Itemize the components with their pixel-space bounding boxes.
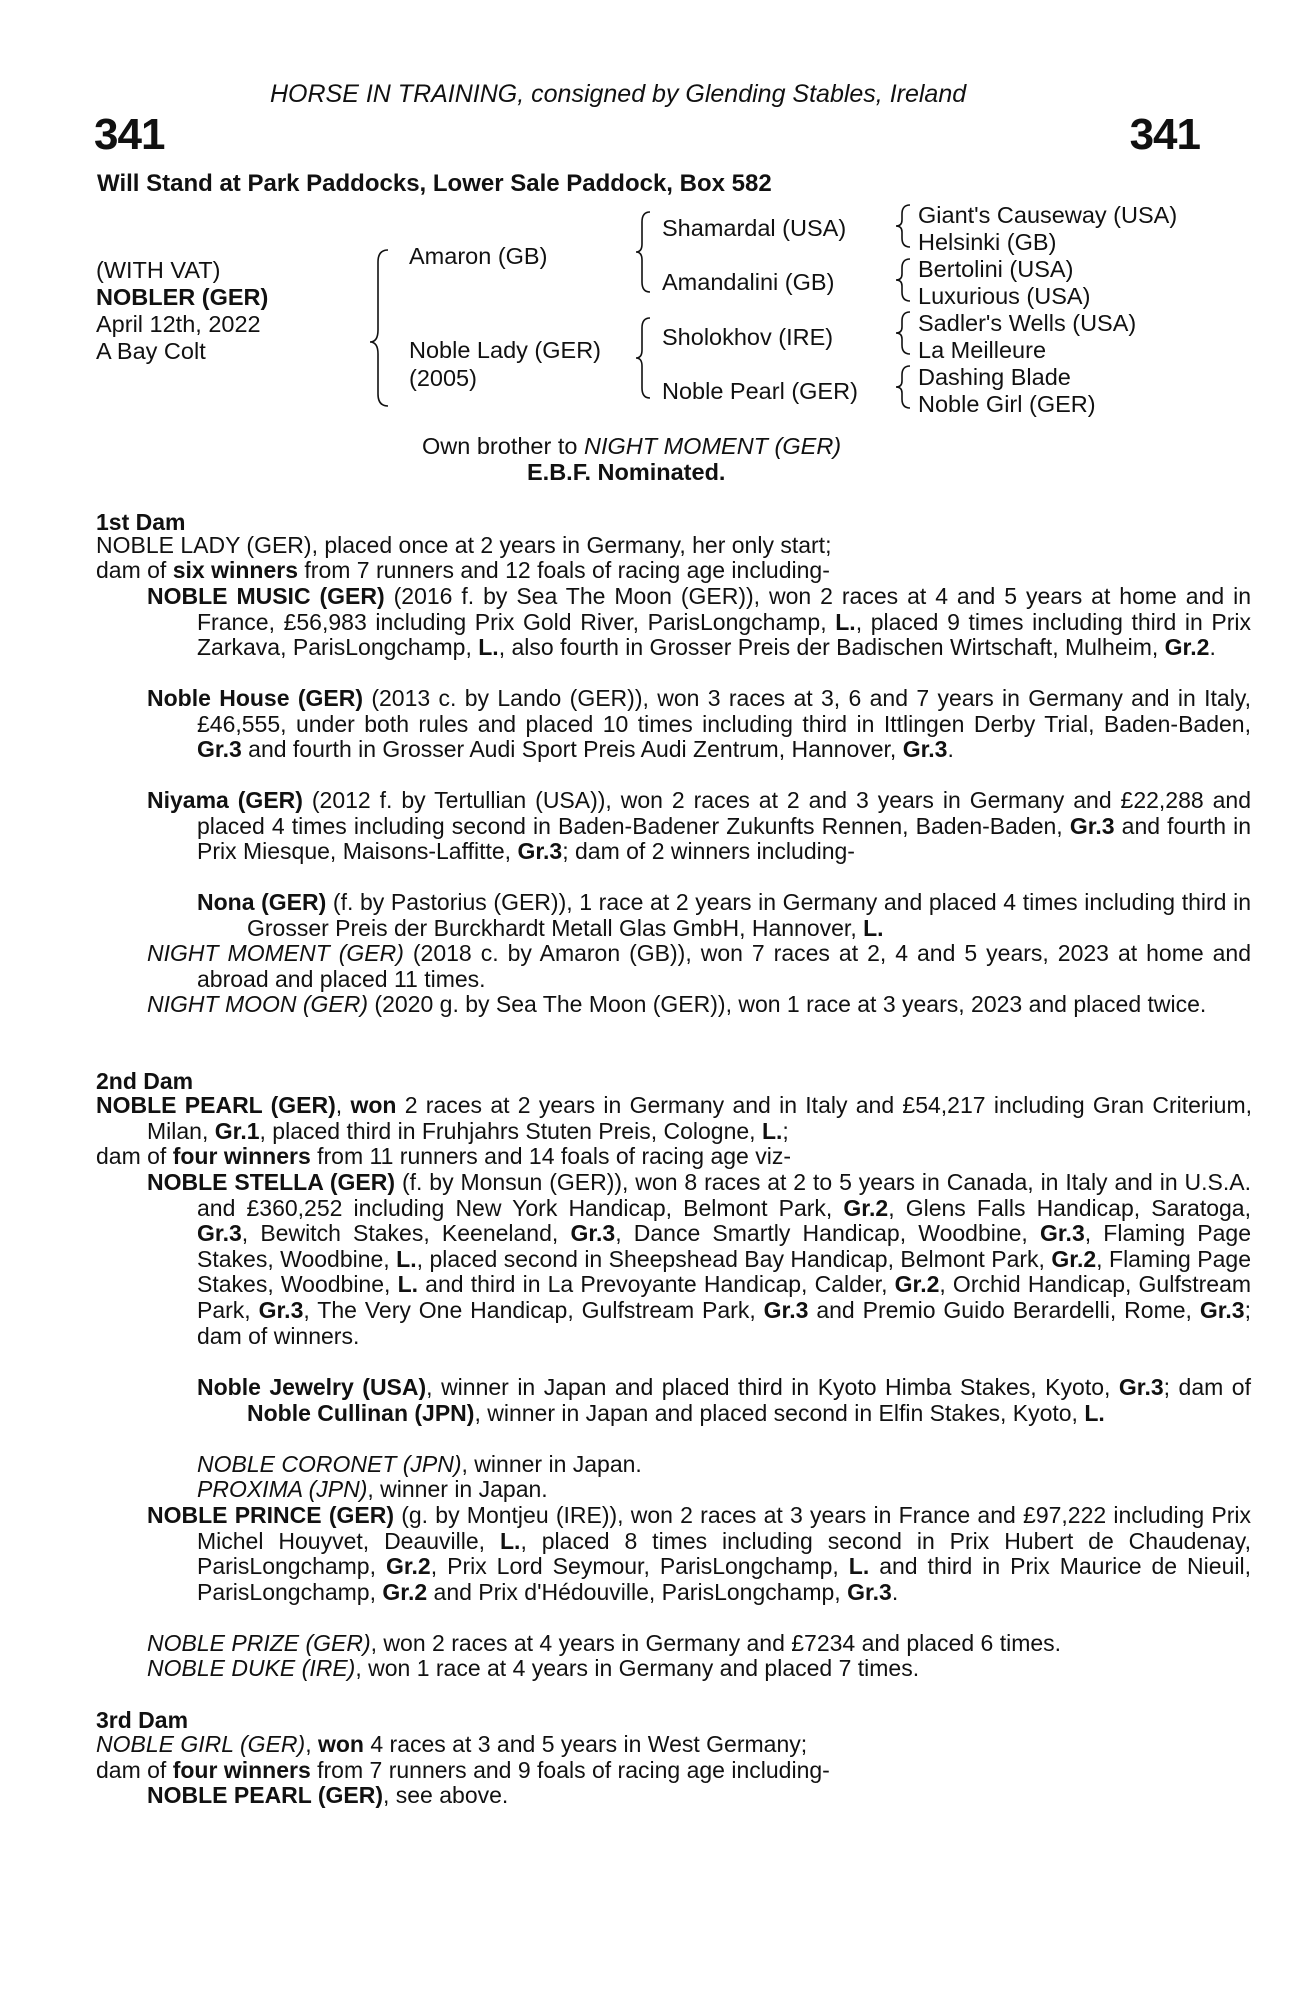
vat-note: (WITH VAT) <box>96 257 221 283</box>
horse-dob: April 12th, 2022 <box>96 311 261 337</box>
ebf-nominated: E.B.F. Nominated. <box>527 459 726 485</box>
pedigree-dam-sire: Sholokhov (IRE) <box>662 324 834 350</box>
entry-noble-coronet: NOBLE CORONET (JPN), winner in Japan. <box>197 1451 642 1477</box>
third-dam-intro: NOBLE GIRL (GER), won 4 races at 3 and 5 years in West Germany; <box>96 1731 808 1757</box>
entry-noble-duke: NOBLE DUKE (IRE), won 1 race at 4 years in Germany and placed 7 times. <box>147 1655 920 1681</box>
third-dam-produce: dam of four winners from 7 runners and 9 foals of racing age including- <box>96 1757 830 1783</box>
entry-night-moon: NIGHT MOON (GER) (2020 g. by Sea The Moon (GER)), won 1 race at 3 years, 2023 and placed twice. <box>147 991 1207 1017</box>
stand-location: Will Stand at Park Paddocks, Lower Sale Paddock, Box 582 <box>97 170 772 197</box>
second-dam-produce: dam of four winners from 11 runners and 14 foals of racing age viz- <box>96 1143 792 1169</box>
pedigree-sire-dam: Amandalini (GB) <box>662 269 835 295</box>
pedigree-sire: Amaron (GB) <box>409 243 548 269</box>
pedigree-dam-year: (2005) <box>409 365 477 391</box>
first-dam-heading: 1st Dam <box>96 509 186 535</box>
entry-noble-music: NOBLE MUSIC (GER) (2016 f. by Sea The Moon (GER)), won 2 races at 4 and 5 years at home and in France, £56,983 including Prix Gold River, ParisLongchamp, L., placed 9 times including third in Prix Zarkava, ParisLongchamp, L., also fourth in Grosser Preis der Badischen Wirtschaft, Mulheim, Gr.2. <box>147 583 1251 661</box>
pedigree-gen3-1: Giant's Causeway (USA) <box>918 202 1178 228</box>
pedigree-dam: Noble Lady (GER) <box>409 337 601 363</box>
entry-nona: Nona (GER) (f. by Pastorius (GER)), 1 race at 2 years in Germany and placed 4 times including third in Grosser Preis der Burckhardt Metall Glas GmbH, Hannover, L. <box>197 889 1251 941</box>
pedigree-gen3-5: Sadler's Wells (USA) <box>918 310 1137 336</box>
pedigree-dam-dam: Noble Pearl (GER) <box>662 378 858 404</box>
pedigree-gen3-4: Luxurious (USA) <box>918 283 1091 309</box>
entry-proxima: PROXIMA (JPN), winner in Japan. <box>197 1476 548 1502</box>
entry-night-moment: NIGHT MOMENT (GER) (2018 c. by Amaron (GB)), won 7 races at 2, 4 and 5 years, 2023 at home and abroad and placed 11 times. <box>147 940 1252 992</box>
horse-name: NOBLER (GER) <box>96 284 269 310</box>
entry-noble-prince: NOBLE PRINCE (GER) (g. by Montjeu (IRE)), won 2 races at 3 years in France and £97,222 including Prix Michel Houyvet, Deauville, L., placed 8 times including second in Prix Hubert de Chaudenay, ParisLongchamp, Gr.2, Prix Lord Seymour, ParisLongchamp, L. and third in Prix Maurice de Nieuil, ParisLongchamp, Gr.2 and Prix d'Hédouville, ParisLongchamp, Gr.3. <box>147 1502 1251 1605</box>
entry-noble-prize: NOBLE PRIZE (GER), won 2 races at 4 years in Germany and £7234 and placed 6 times. <box>147 1630 1062 1656</box>
lot-number-right: 341 <box>1129 110 1200 159</box>
lot-number-left: 341 <box>94 110 165 159</box>
pedigree-gen3-3: Bertolini (USA) <box>918 256 1074 282</box>
horse-description: A Bay Colt <box>96 338 206 364</box>
third-dam-heading: 3rd Dam <box>96 1707 189 1733</box>
own-brother-note: Own brother to NIGHT MOMENT (GER) <box>422 433 842 459</box>
second-dam-intro: NOBLE PEARL (GER), won 2 races at 2 years in Germany and in Italy and £54,217 including Gran Criterium, Milan, Gr.1, placed third in Fruhjahrs Stuten Preis, Cologne, L.; <box>96 1092 1252 1144</box>
entry-niyama: Niyama (GER) (2012 f. by Tertullian (USA)), won 2 races at 2 and 3 years in Germany and £22,288 and placed 4 times including second in Baden-Badener Zukunfts Rennen, Baden-Baden, Gr.3 and fourth in Prix Miesque, Maisons-Laffitte, Gr.3; dam of 2 winners including- <box>147 787 1251 865</box>
pedigree-sire-sire: Shamardal (USA) <box>662 215 847 241</box>
consignment-header: HORSE IN TRAINING, consigned by Glending Stables, Ireland <box>270 80 967 108</box>
entry-noble-house: Noble House (GER) (2013 c. by Lando (GER)), won 3 races at 3, 6 and 7 years in Germany and in Italy, £46,555, under both rules and placed 10 times including third in Ittlingen Derby Trial, Baden-Baden, Gr.3 and fourth in Grosser Audi Sport Preis Audi Zentrum, Hannover, Gr.3. <box>147 685 1251 763</box>
first-dam-produce: dam of six winners from 7 runners and 12 foals of racing age including- <box>96 557 830 583</box>
pedigree-gen3-6: La Meilleure <box>918 337 1047 363</box>
entry-noble-stella: NOBLE STELLA (GER) (f. by Monsun (GER)), won 8 races at 2 to 5 years in Canada, in Italy and in U.S.A. and £360,252 including New York Handicap, Belmont Park, Gr.2, Glens Falls Handicap, Saratoga, Gr.3, Bewitch Stakes, Keeneland, Gr.3, Dance Smartly Handicap, Woodbine, Gr.3, Flaming Page Stakes, Woodbine, L., placed second in Sheepshead Bay Handicap, Belmont Park, Gr.2, Flaming Page Stakes, Woodbine, L. and third in La Prevoyante Handicap, Calder, Gr.2, Orchid Handicap, Gulfstream Park, Gr.3, The Very One Handicap, Gulfstream Park, Gr.3 and Premio Guido Berardelli, Rome, Gr.3; dam of winners. <box>147 1169 1252 1349</box>
pedigree-gen3-2: Helsinki (GB) <box>918 229 1057 255</box>
pedigree-gen3-8: Noble Girl (GER) <box>918 391 1096 417</box>
second-dam-heading: 2nd Dam <box>96 1068 194 1094</box>
pedigree-gen3-7: Dashing Blade <box>918 364 1071 390</box>
entry-noble-jewelry: Noble Jewelry (USA), winner in Japan and placed third in Kyoto Himba Stakes, Kyoto, Gr.3; dam of Noble Cullinan (JPN), winner in Japan and placed second in Elfin Stakes, Kyoto, L. <box>197 1374 1251 1426</box>
entry-noble-pearl-ref: NOBLE PEARL (GER), see above. <box>147 1782 509 1808</box>
first-dam-intro: NOBLE LADY (GER), placed once at 2 years in Germany, her only start; <box>96 532 832 558</box>
